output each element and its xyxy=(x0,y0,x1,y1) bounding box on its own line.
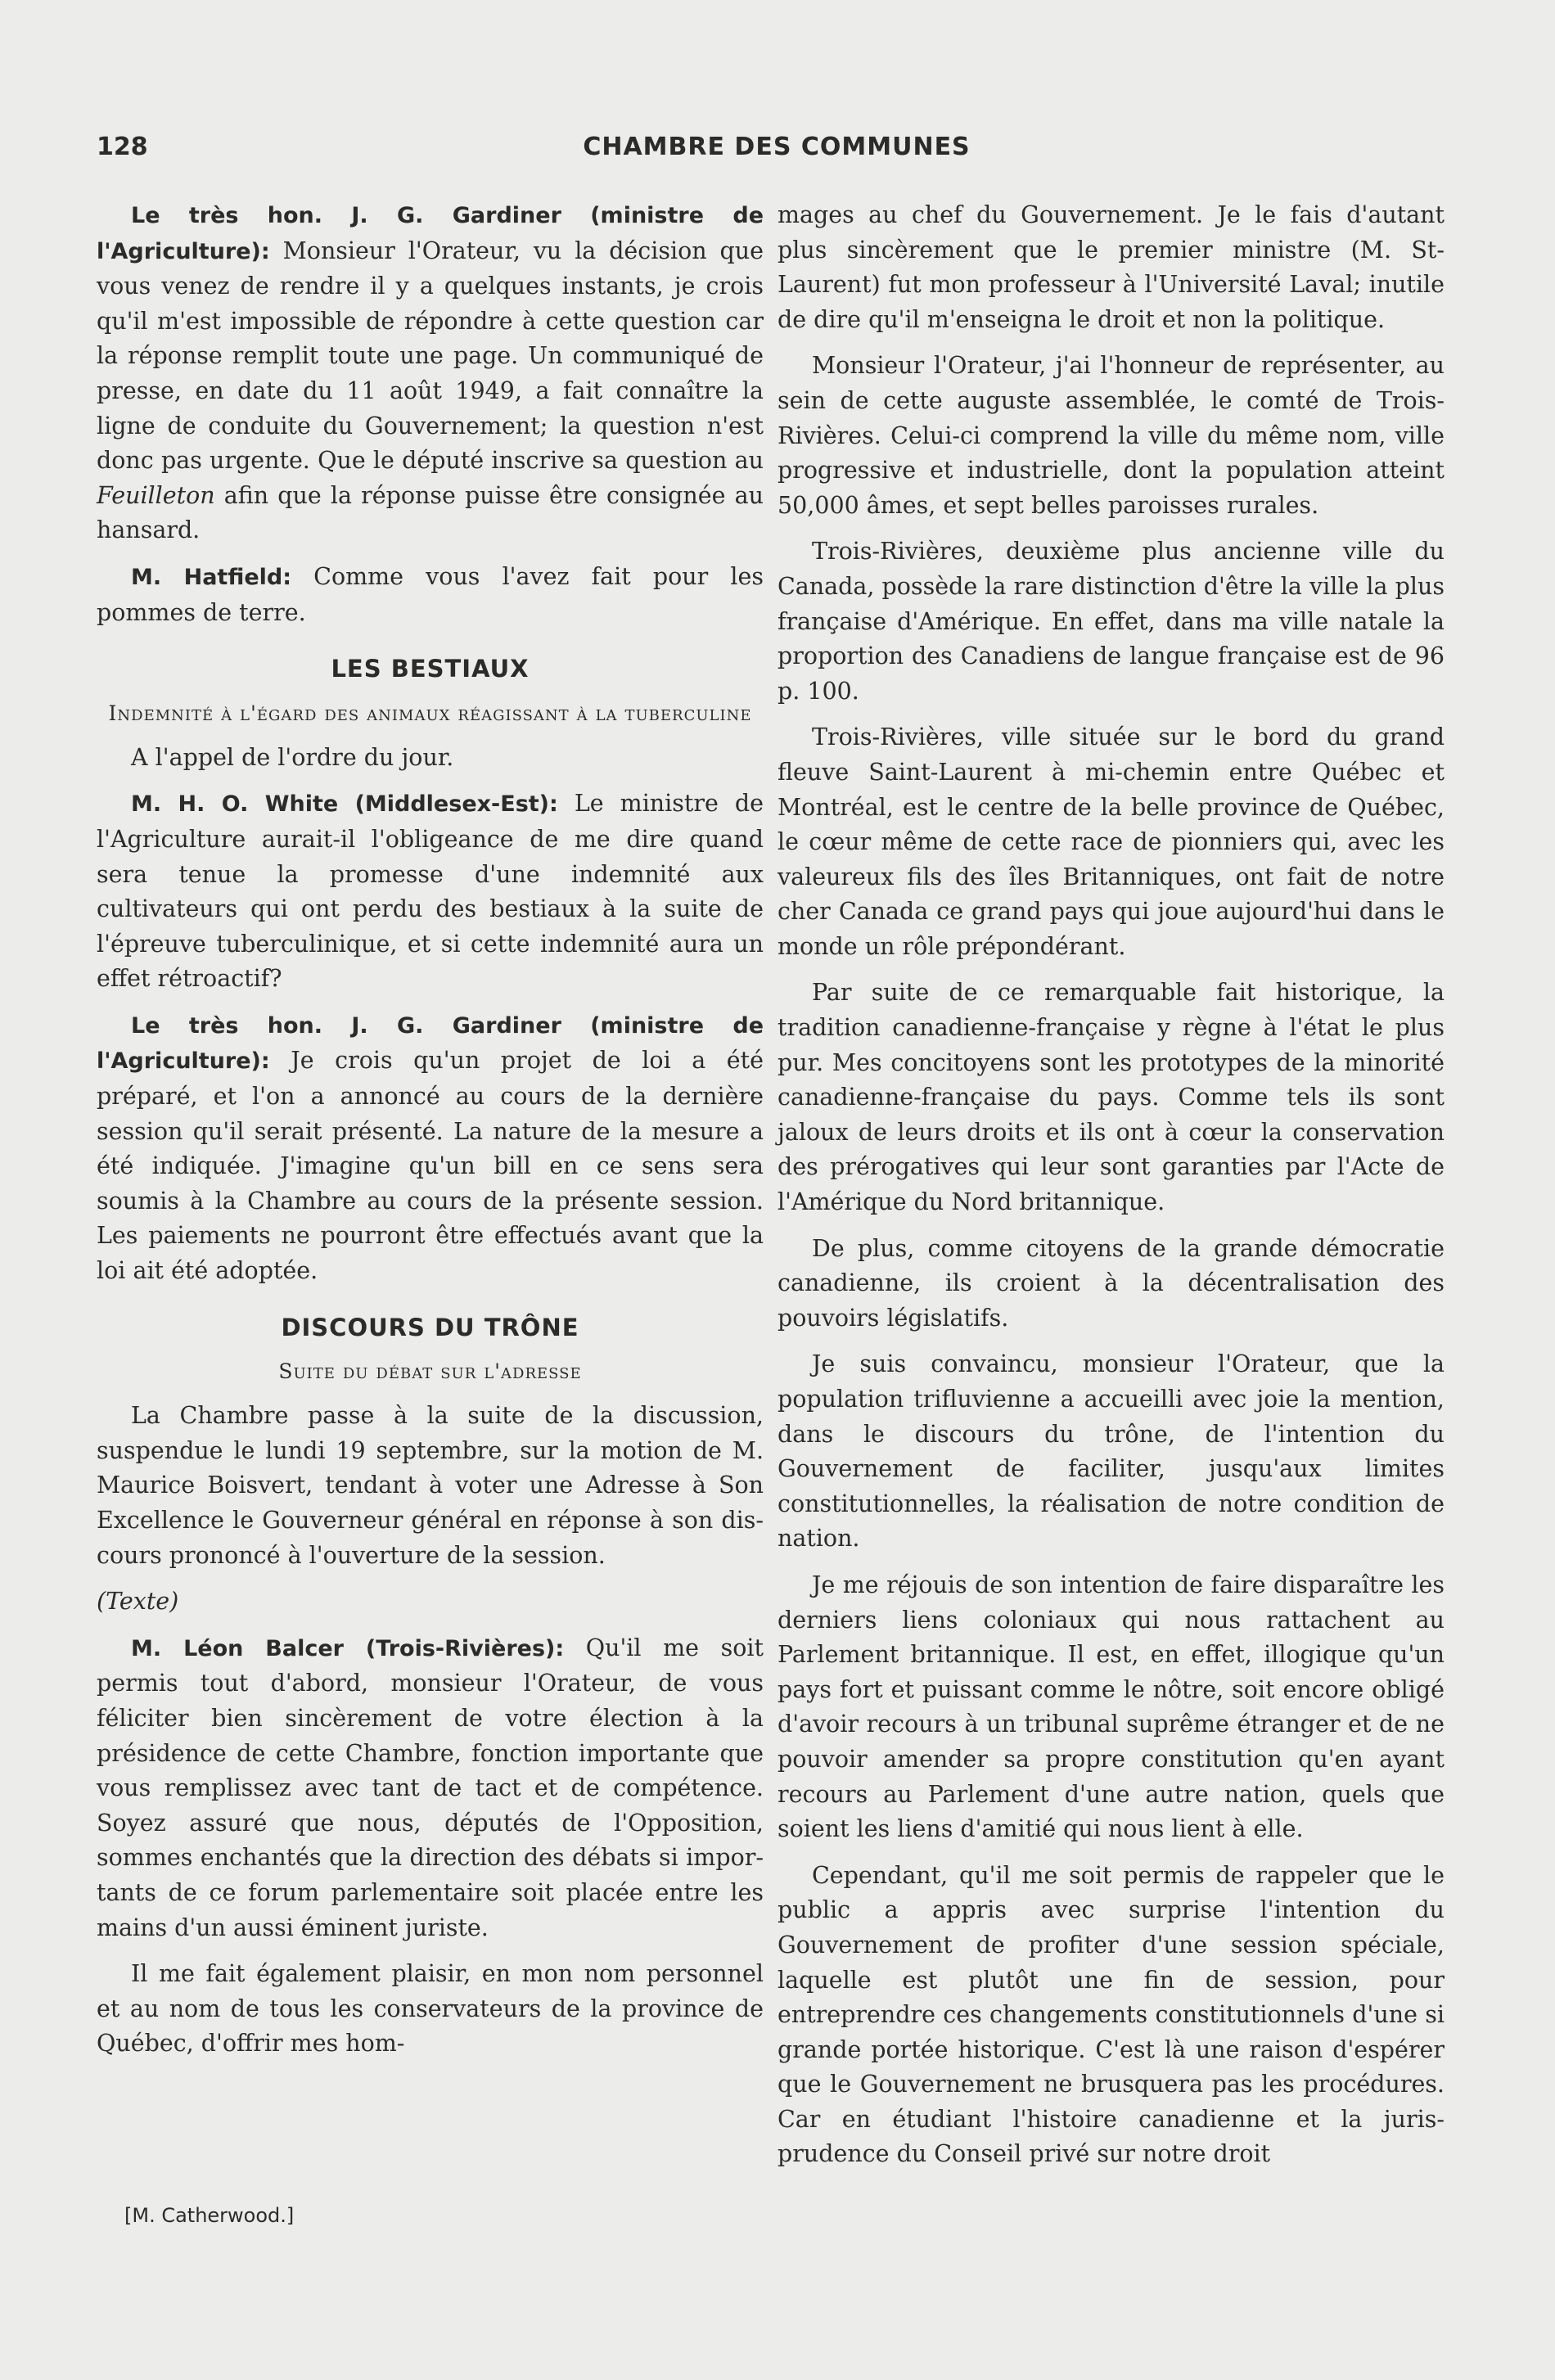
paragraph: Par suite de ce remarquable fait historique, la tradition canadienne-française y règne à l'état le plus pur. Mes concitoyens sont les prototypes de la minorité canadienne-française du pays. Comme tels ils sont jaloux de leurs droits et ils ont à cœur la conservation des prérogatives qui leur sont garanties par l'Acte de l'Amérique du Nord britannique. xyxy=(778,979,1445,1216)
speech-text: Le ministre de l'Agriculture aurait-il l'obligeance de me dire quand sera tenue la promesse d'une indemnité aux cultivateurs qui ont perdu des bestiaux à la suite de l'épreuve tuberculinique, et si cette indemnité aura un effet rétroactif? xyxy=(97,790,764,993)
section-title: DISCOURS DU TRÔNE xyxy=(281,1313,579,1341)
paragraph xyxy=(97,1631,764,1945)
paragraph xyxy=(97,1008,764,1289)
page-number: 128 xyxy=(97,133,148,161)
paragraph: mages au chef du Gouvernement. Je le fais d'autant plus sincèrement que le premier ministre (M. St-Laurent) fut mon professeur à l'Université Laval; inutile de dire qu'il m'enseigna le droit et non la politique. xyxy=(778,201,1445,333)
speaker-name: M. Léon Balcer (Trois-Rivières): xyxy=(131,1635,565,1661)
section-subtitle: Indemnité à l'égard des animaux réagissant à la tuberculine xyxy=(108,701,752,725)
right-column xyxy=(778,198,1445,2184)
speech-text: Comme vous l'avez fait pour les pommes de terre. xyxy=(97,562,764,626)
paragraph: Trois-Rivières, ville située sur le bord du grand fleuve Saint-Laurent à mi-chemin entre Québec et Montréal, est le centre de la belle province de Québec, le cœur même de cette race de pionniers qui, avec les valeureux fils des îles Britanniques, ont fait de notre cher Canada ce grand pays qui joue aujourd'hui dans le monde un rôle prépondérant. xyxy=(778,723,1445,960)
speaker-name: Le très hon. J. G. Gardiner (ministre de l'Agriculture): xyxy=(97,1012,764,1075)
paragraph xyxy=(97,1399,764,1573)
running-title: CHAMBRE DES COMMUNES xyxy=(583,133,971,161)
paragraph: Je suis convaincu, monsieur l'Orateur, que la population trifluvienne a accueilli avec joie la mention, dans le discours du trône, de l'intention du Gouvernement de faciliter, jusqu'aux limites constitutionnelles, la réalisation de notre condition de nation. xyxy=(778,1350,1445,1553)
paragraph: Je me réjouis de son intention de faire disparaître les derniers liens coloniaux qui nous rattachent au Parlement britannique. Il est, en effet, illogique qu'un pays fort et puissant comme le nôtre, soit encore obligé d'avoir recours à un tribunal suprême étranger et de ne pouvoir amender sa propre constitution qu'en ayant recours au Parlement d'une autre nation, quels que soient les liens d'amitié qui nous lient à elle. xyxy=(778,1571,1445,1843)
speech-text: afin que la réponse puisse être consignée au hansard. xyxy=(97,481,764,544)
paragraph xyxy=(97,198,764,548)
speech-text: Je crois qu'un projet de loi a été préparé, et l'on a annoncé au cours de la dernière session qu'il serait présenté. La nature de la mesure a été indiquée. J'imagine qu'un bill en ce sens sera soumis à la Chambre au cours de la présente session. Les paiements ne pourront être effectués avant que la loi ait été adoptée. xyxy=(97,1047,764,1285)
italic-term: Feuilleton xyxy=(97,481,215,509)
speaker-name: M. Hatfield: xyxy=(131,564,292,590)
paragraph xyxy=(97,741,764,776)
paragraph: De plus, comme citoyens de la grande démocratie canadienne, ils croient à la décentralisation des pouvoirs législatifs. xyxy=(778,1234,1445,1332)
speech-text: Qu'il me soit permis tout d'abord, monsieur l'Orateur, de vous féliciter bien sincèrement de votre élection à la présidence de cette Chambre, fonction importante que vous remplissez avec tant de tact et de compétence. Soyez assuré que nous, députés de l'Opposition, sommes enchantés que la direction des débats si importants de ce forum parlementaire soit placée entre les mains d'un aussi éminent juriste. xyxy=(97,1634,764,1941)
speech-text: A l'appel de l'ordre du jour. xyxy=(131,743,454,771)
left-column xyxy=(97,198,764,2073)
section-subtitle: Suite du débat sur l'adresse xyxy=(278,1359,582,1384)
paragraph xyxy=(97,1957,764,2062)
paragraph: Cependant, qu'il me soit permis de rappeler que le public a appris avec surprise l'intention du Gouvernement de profiter d'une session spéciale, laquelle est plutôt une fin de session, pour entreprendre ces changements constitutionnels d'une si grande portée historique. C'est là une raison d'espérer que le Gouvernement ne brusquera pas les procédures. Car en étudiant l'histoire canadienne et la jurisprudence du Conseil privé sur notre droit xyxy=(778,1861,1445,2168)
speech-text: Monsieur l'Orateur, vu la décision que vous venez de rendre il y a quelques instants, je crois qu'il m'est impossible de répondre à cette question car la réponse remplit toute une page. Un communiqué de presse, en date du 11 août 1949, a fait connaître la ligne de conduite du Gouvernement; la question n'est donc pas urgente. Que le député inscrive sa question au xyxy=(97,237,764,475)
language-marker: (Texte) xyxy=(97,1588,179,1616)
paragraph: Trois-Rivières, deuxième plus ancienne ville du Canada, possède la rare distinction d'être la ville la plus française d'Amérique. En effet, dans ma ville natale la proportion des Canadiens de langue française est de 96 p. 100. xyxy=(778,538,1445,705)
paragraph xyxy=(97,787,764,997)
speech-text: Il me fait également plaisir, en mon nom personnel et au nom de tous les conservateurs de la province de Québec, d'offrir mes hom- xyxy=(97,1960,764,2058)
speech-text: La Chambre passe à la suite de la discussion, suspendue le lundi 19 septembre, sur la motion de M. Maurice Boisvert, tendant à voter une Adresse à Son Excellence le Gouverneur général en réponse à son discours prononcé à l'ouverture de la session. xyxy=(97,1402,764,1569)
speaker-name: Le très hon. J. G. Gardiner (ministre de l'Agriculture): xyxy=(97,203,764,264)
footer-speaker-ref: [M. Catherwood.] xyxy=(124,2204,295,2227)
paragraph: Monsieur l'Orateur, j'ai l'honneur de représenter, au sein de cette auguste assemblée, le comté de Trois-Rivières. Celui-ci comprend la ville du même nom, ville progressive et industrielle, dont la population atteint 50,000 âmes, et sept belles paroisses rurales. xyxy=(778,352,1445,519)
speaker-name: M. H. O. White (Middlesex-Est): xyxy=(131,791,558,818)
paragraph xyxy=(97,560,764,630)
section-title: LES BESTIAUX xyxy=(331,655,530,683)
page-header xyxy=(97,133,1457,169)
